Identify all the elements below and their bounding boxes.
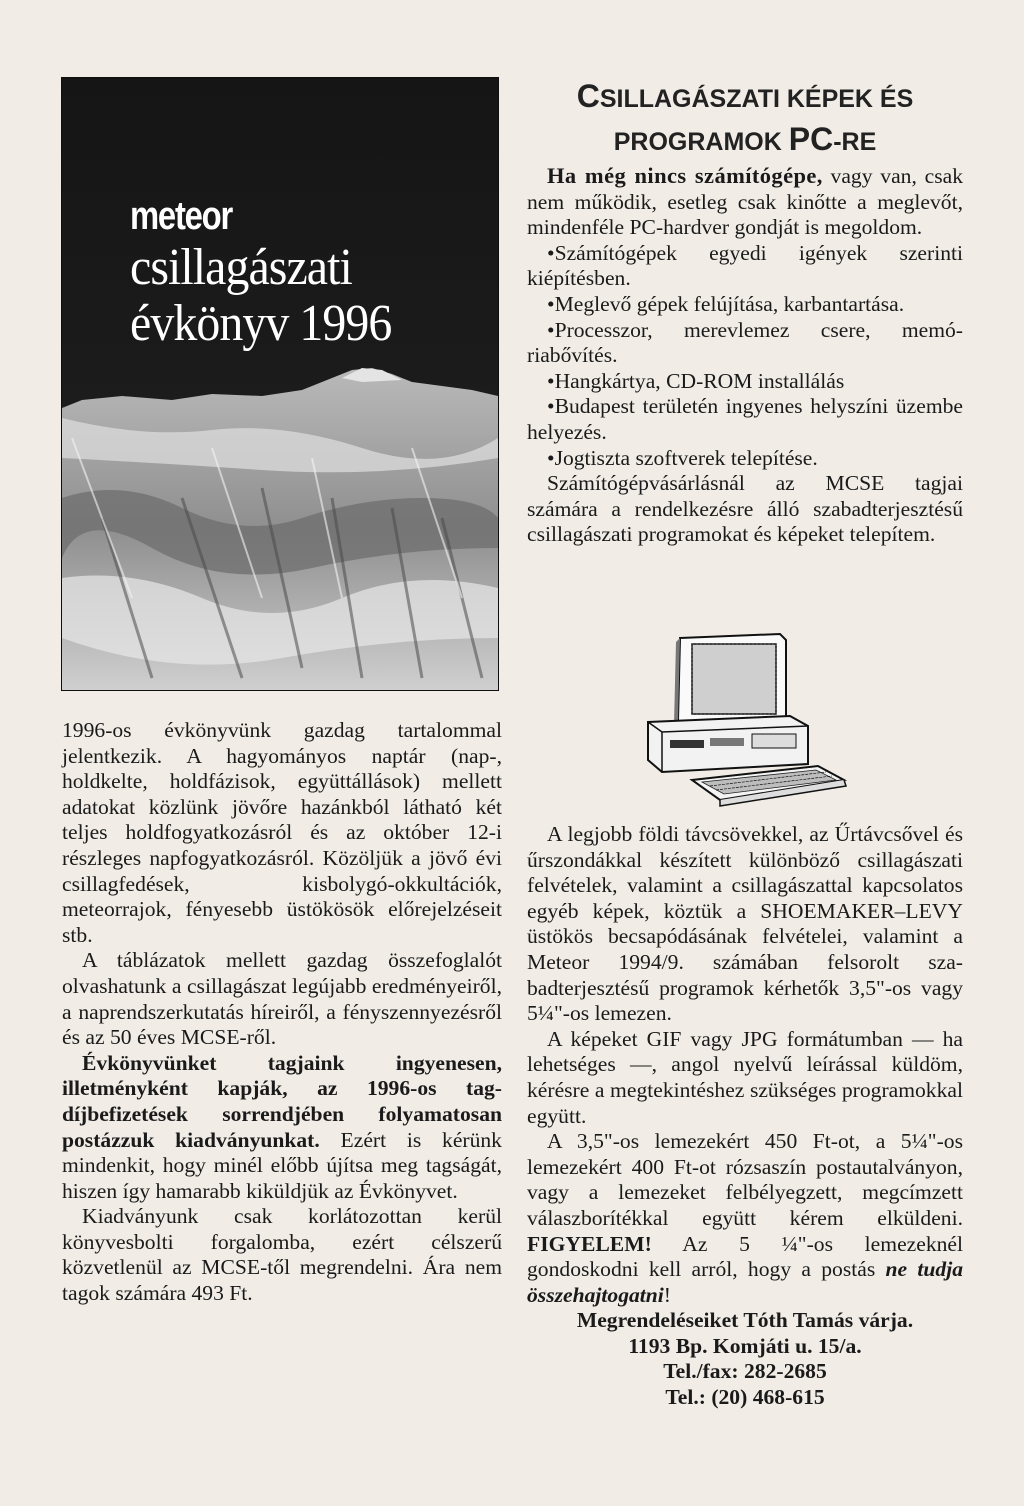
cover-brand: meteor: [130, 194, 233, 238]
astro-images-offer: [527, 822, 963, 1411]
service-bullet-5: • Budapest területén ingyenes helyszíni üzembe helyezés.: [527, 394, 963, 445]
ad-heading-line-1: CSILLAGÁSZATI KÉPEK ÉS: [576, 78, 914, 114]
desktop-computer-icon: [640, 630, 850, 820]
contact-phone: Tel.: (20) 468-615: [665, 1385, 825, 1410]
pc-service-closing: Számítógépvásárlásnál az MCSE tagjai számára a rendelkezésre álló szabadterjesztésű csillagászati programokat és képeket telepítem.: [527, 471, 963, 547]
ad-heading-line-2: PROGRAMOK PC-RE: [613, 121, 877, 157]
yearbook-paragraph-2: A táblázatok mellett gazdag összefoglalót olvashatunk a csillagászat legújabb eredményeiről, a naprendszerkutatás híreiről, a fényszennyezésről és az 50 éves MCSE-ről.: [62, 948, 502, 1050]
service-bullet-4: • Hangkártya, CD-ROM installálás: [527, 369, 963, 395]
pc-service-intro: Ha még nincs számítógépe, vagy van, csak nem működik, esetleg csak kinőtte a meglevőt, mindenféle PC-hardver gondját is megoldom.: [527, 163, 963, 240]
cover-title: [130, 196, 414, 350]
yearbook-paragraph-4: Kiadványunk csak korlátozottan kerül könyvesbolti forgalomba, ezért célszerű közvetlenül az MCSE-től megrendelni. Ára nem tagok számára 493 Ft.: [62, 1204, 502, 1306]
yearbook-description: [62, 718, 502, 1307]
service-bullet-2: • Meglevő gépek felújítása, karbantartása.: [527, 292, 963, 318]
contact-name: Megrendeléseiket Tóth Tamás várja.: [576, 1308, 914, 1333]
yearbook-paragraph-3: Évkönyvünket tagjaink ingyenesen, illetményként kapják, az 1996-os tagdíjbefizetések sorrendjében folyamatosan postázzuk kiadványunkat. Ezért is kérünk mindenkit, hogy minél előbb újítsa meg tagságát, hiszen így hamarabb kiküldjük az Évkönyvet.: [62, 1050, 502, 1203]
cover-title-line-2: évkönyv 1996: [130, 295, 392, 352]
pc-service-ad: [527, 163, 963, 548]
contact-fax: Tel./fax: 282-2685: [663, 1359, 827, 1384]
cover-title-line-1: csillagászati: [130, 239, 352, 296]
service-bullet-6: • Jogtiszta szoftverek telepítése.: [527, 446, 963, 472]
ad-heading: [527, 78, 963, 164]
offer-paragraph-3: A 3,5"-os lemezekért 450 Ft-ot, a 5¼"-os lemezekért 400 Ft-ot rózsaszín postautalványon, vagy a lemezeket felbélyegzett, megcímzett válaszborítékkal együtt kérem elküldeni. FIGYELEM! Az 5 ¼"-os lemezeknél gondoskodni kell arról, hogy a postás ne tudja összehajtogatni!: [527, 1129, 963, 1307]
offer-paragraph-2: A képeket GIF vagy JPG formátumban — ha lehetséges —, angol nyelvű leírással küldöm, kérésre a megtekintéshez szükséges programokkal együtt.: [527, 1026, 963, 1128]
contact-address: 1193 Bp. Komjáti u. 15/a.: [628, 1333, 862, 1358]
offer-paragraph-1: A legjobb földi távcsövekkel, az Űrtávcsővel és űrszondákkal készített különböző csillagászati felvételek, valamint a csillagászattal kapcsolatos egyéb képek, köztük a SHOEMAKER–LEVY üstökös becsapódásának felvételei, valamint a Meteor 1994/9. számában felsorolt szabadterjesztésű programok kérhetők 3,5"-os vagy 5¼"-os lemezen.: [527, 822, 963, 1026]
service-bullet-1: • Számítógépek egyedi igények szerinti kiépítésben.: [527, 241, 963, 292]
service-bullet-3: • Processzor, merevlemez csere, memóriabővítés.: [527, 318, 963, 369]
yearbook-paragraph-1: 1996-os évkönyvünk gazdag tartalommal jelentkezik. A hagyományos naptár (nap-, holdkelte, holdfázisok, együttállások) mellett adatokat közlünk jövőre hazánkból látható két teljes holdfogyatkozásról és az október 12-i részleges napfogyatkozásról. Közöljük a jövő évi csillagfedések, kisbolygó-okkultációk, meteorrajok, fényesebb üstökösök előrejelzéseit stb.: [62, 718, 502, 947]
mountain-landscape-illustration: [62, 78, 498, 690]
yearbook-cover-image: [61, 77, 499, 691]
